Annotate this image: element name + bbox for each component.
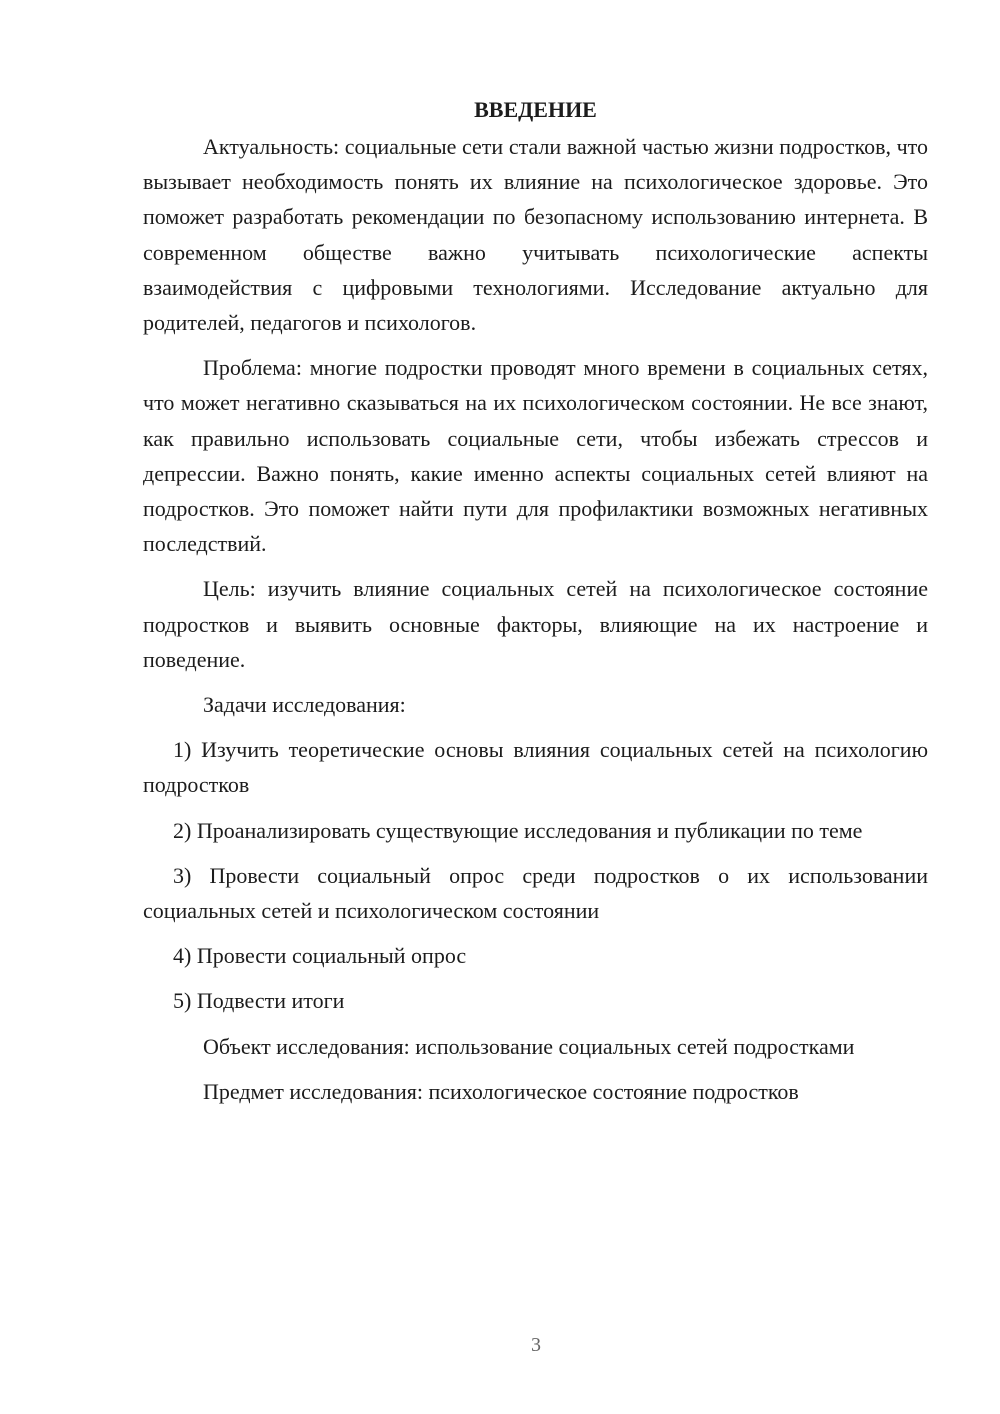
task-item-5: 5) Подвести итоги <box>173 988 345 1014</box>
task-item-3: 3) Провести социальный опрос среди подростков о их использовании социальных сетей и психологическом состоянии <box>143 862 928 924</box>
task-item-4: 4) Провести социальный опрос <box>173 943 467 969</box>
task-item-2: 2) Проанализировать существующие исследования и публикации по теме <box>173 817 863 843</box>
object-paragraph: Объект исследования: использование социальных сетей подростками <box>203 1033 855 1059</box>
goal-paragraph: Цель: изучить влияние социальных сетей на психологическое состояние подростков и выявить основные факторы, влияющие на их настроение и поведение. <box>143 576 928 672</box>
task-item-1: 1) Изучить теоретические основы влияния социальных сетей на психологию подростков <box>143 737 928 798</box>
page-content <box>143 92 928 1119</box>
problem-paragraph: Проблема: многие подростки проводят много времени в социальных сетях, что может негативно сказываться на их психологическом состоянии. Не все знают, как правильно использовать социальные сети, чтобы избежать стрессов и депрессии. Важно понять, какие именно аспекты социальных сетей влияют на подростков. Это поможет найти пути для профилактики возможных негативных последствий. <box>143 355 928 557</box>
section-heading: ВВЕДЕНИЕ <box>474 97 597 122</box>
tasks-title: Задачи исследования: <box>203 692 406 718</box>
page-number: 3 <box>531 1334 541 1356</box>
subject-paragraph: Предмет исследования: психологическое состояние подростков <box>203 1078 799 1104</box>
relevance-paragraph: Актуальность: социальные сети стали важной частью жизни подростков, что вызывает необходимость понять их влияние на психологическое здоровье. Это поможет разработать рекомендации по безопасному использованию интернета. В современном обществе важно учитывать психологические аспекты взаимодействия с цифровыми технологиями. Исследование актуально для родителей, педагогов и психологов. <box>143 134 928 336</box>
